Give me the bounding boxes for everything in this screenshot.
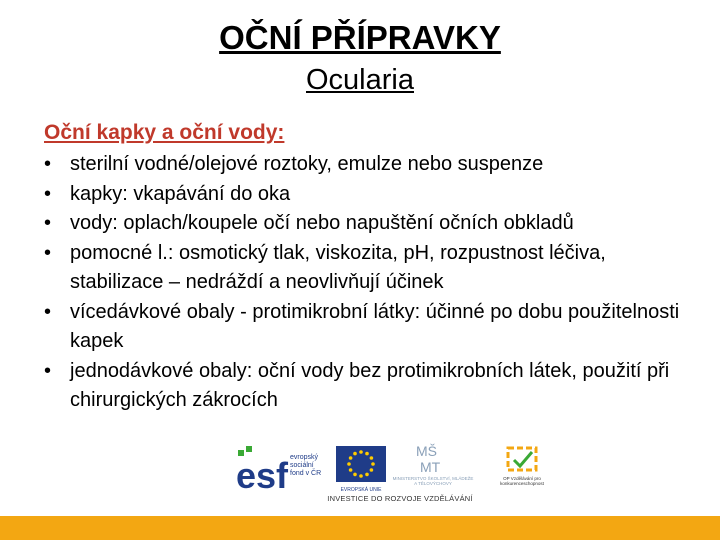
- svg-text:MT: MT: [420, 459, 441, 475]
- msmt-mark-icon: [414, 442, 454, 476]
- list-item: [44, 298, 694, 357]
- bullet-icon: •: [44, 153, 52, 175]
- bullet-icon: •: [44, 241, 52, 264]
- msmt-logo: [392, 442, 474, 492]
- bullet-text: vícedávkové obaly - protimikrobní látky: účinné po dobu použitelnosti kapek: [70, 300, 680, 352]
- op-logo: [492, 444, 552, 492]
- esf-line-2: sociální: [290, 462, 314, 469]
- svg-text:MŠ: MŠ: [416, 443, 437, 459]
- slide-title: OČNÍ PŘÍPRAVKY: [219, 19, 501, 56]
- bullet-icon: •: [44, 182, 52, 205]
- esf-line-1: evropský: [290, 454, 319, 461]
- op-mark-icon: [504, 444, 540, 474]
- esf-mark-icon: [236, 444, 292, 492]
- op-label: OP Vzdělávání pro konkurenceschopnost: [500, 476, 544, 486]
- esf-line-3: fond v ČR: [290, 470, 322, 477]
- list-item: [44, 239, 694, 298]
- eu-label: EVROPSKÁ UNIE: [340, 487, 382, 493]
- list-item: [44, 357, 694, 416]
- funding-logos: [236, 440, 556, 506]
- svg-text:esf: esf: [236, 455, 289, 492]
- funding-caption: INVESTICE DO ROZVOJE VZDĚLÁVÁNÍ: [327, 494, 473, 503]
- list-item: [44, 150, 694, 180]
- bullet-text: jednodávkové obaly: oční vody bez protimikrobních látek, použití při chirurgických zákrocích: [70, 359, 670, 411]
- bottom-accent-bar: [0, 516, 720, 540]
- bullet-text: pomocné l.: osmotický tlak, viskozita, pH, rozpustnost léčiva, stabilizace – nedráždí a neovlivňují účinek: [70, 241, 606, 293]
- bullet-icon: •: [44, 300, 52, 323]
- bullet-icon: •: [44, 212, 52, 234]
- eu-flag-icon: [336, 446, 386, 482]
- esf-logo: [236, 444, 332, 492]
- slide-subtitle: [0, 62, 720, 98]
- list-item: [44, 209, 694, 239]
- msmt-label: MINISTERSTVO ŠKOLSTVÍ, MLÁDEŽE A TĚLOVÝCHOVY: [392, 476, 474, 486]
- eu-logo: [336, 446, 386, 493]
- section-heading: Oční kapky a oční vody:: [44, 121, 285, 144]
- subtitle-text: Ocularia: [306, 64, 414, 96]
- bullet-text: sterilní vodné/olejové roztoky, emulze nebo suspenze: [70, 153, 544, 175]
- bullet-icon: •: [44, 359, 52, 382]
- list-item: [44, 180, 694, 210]
- bullet-list: [44, 150, 694, 416]
- bullet-text: kapky: vkapávání do oka: [70, 182, 291, 205]
- bullet-text: vody: oplach/koupele očí nebo napuštění očních obkladů: [70, 212, 574, 234]
